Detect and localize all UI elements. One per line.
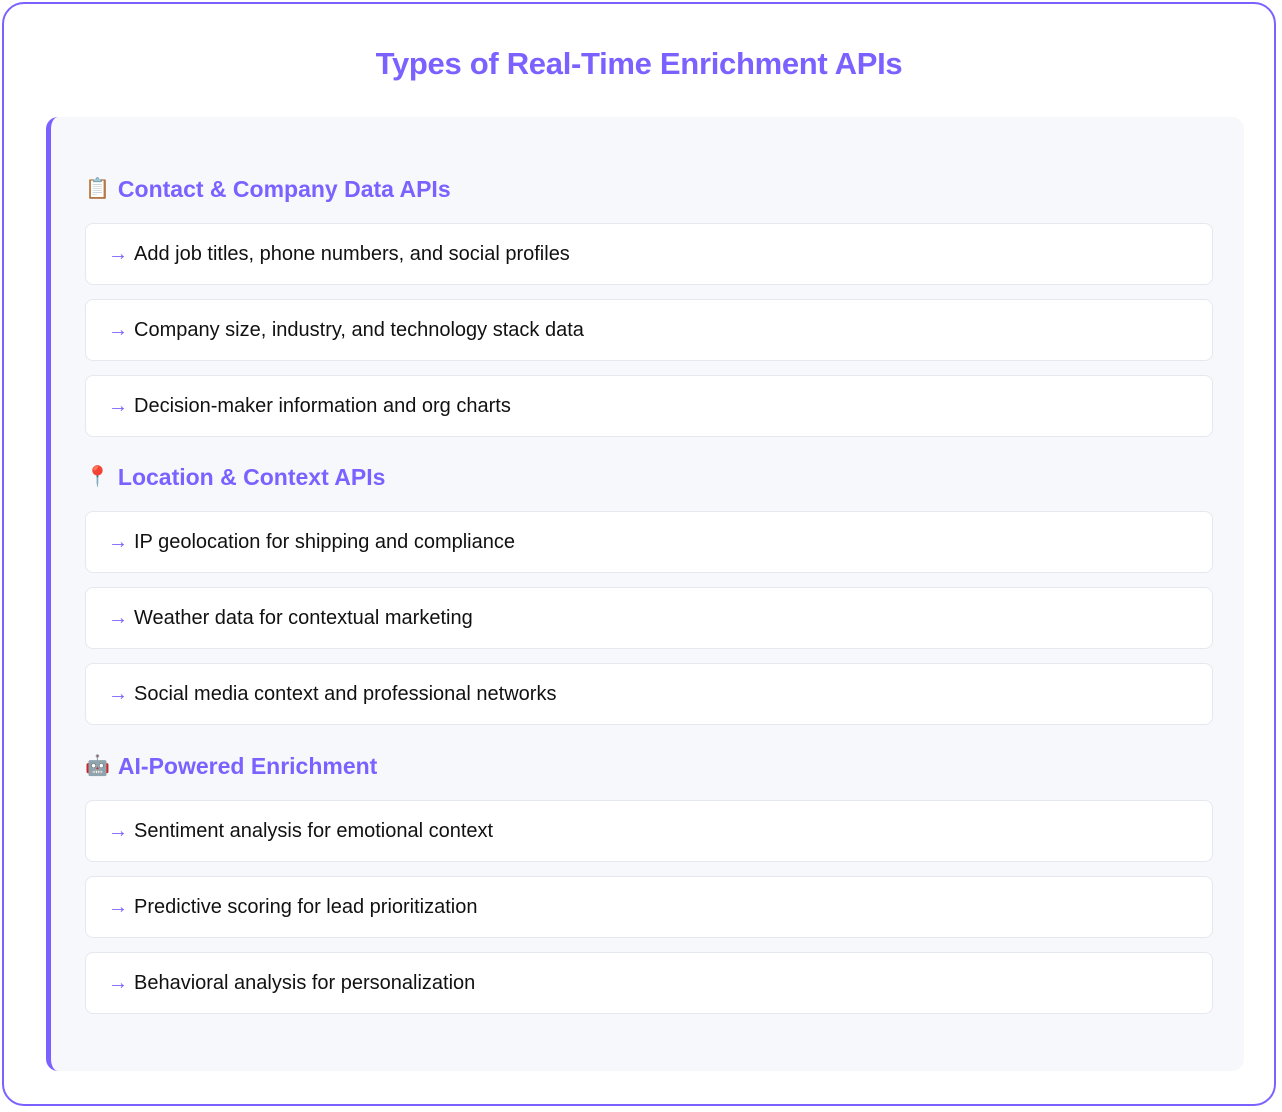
content-panel: [46, 117, 1244, 1071]
item-text: Social media context and professional networks: [134, 682, 557, 705]
arrow-right-icon: →: [108, 242, 128, 265]
arrow-right-icon: →: [108, 318, 128, 341]
arrow-right-icon: →: [108, 530, 128, 553]
list-item: [85, 876, 1213, 938]
list-item: [85, 511, 1213, 573]
item-text: Add job titles, phone numbers, and social profiles: [134, 242, 570, 265]
arrow-right-icon: →: [108, 394, 128, 417]
item-text: Predictive scoring for lead prioritization: [134, 895, 478, 918]
list-item: [85, 663, 1213, 725]
list-item: [85, 587, 1213, 649]
clipboard-icon: 📋: [85, 178, 110, 200]
item-text: Company size, industry, and technology stack data: [134, 318, 584, 341]
page-title: Types of Real-Time Enrichment APIs: [375, 46, 903, 81]
arrow-right-icon: →: [108, 895, 128, 918]
item-text: Behavioral analysis for personalization: [134, 971, 476, 994]
list-item: [85, 223, 1213, 285]
item-text: IP geolocation for shipping and compliance: [134, 530, 515, 553]
arrow-right-icon: →: [108, 819, 128, 842]
list-item: [85, 375, 1213, 437]
section-location-context: [85, 461, 1213, 739]
section-ai-powered: [85, 750, 1213, 1028]
section-heading: [85, 461, 1213, 493]
robot-icon: 🤖: [85, 755, 110, 777]
item-text: Decision-maker information and org charts: [134, 394, 511, 417]
item-text: Weather data for contextual marketing: [134, 606, 473, 629]
section-heading: [85, 750, 1213, 782]
section-title: AI-Powered Enrichment: [117, 753, 378, 779]
item-text: Sentiment analysis for emotional context: [134, 819, 494, 842]
pin-icon: 📍: [85, 466, 110, 488]
arrow-right-icon: →: [108, 971, 128, 994]
list-item: [85, 299, 1213, 361]
section-title: Contact & Company Data APIs: [117, 176, 451, 202]
list-item: [85, 952, 1213, 1014]
list-item: [85, 800, 1213, 862]
section-contact-company: [85, 173, 1213, 451]
arrow-right-icon: →: [108, 682, 128, 705]
card-frame: [2, 2, 1276, 1106]
section-heading: [85, 173, 1213, 205]
section-title: Location & Context APIs: [117, 464, 386, 490]
arrow-right-icon: →: [108, 606, 128, 629]
